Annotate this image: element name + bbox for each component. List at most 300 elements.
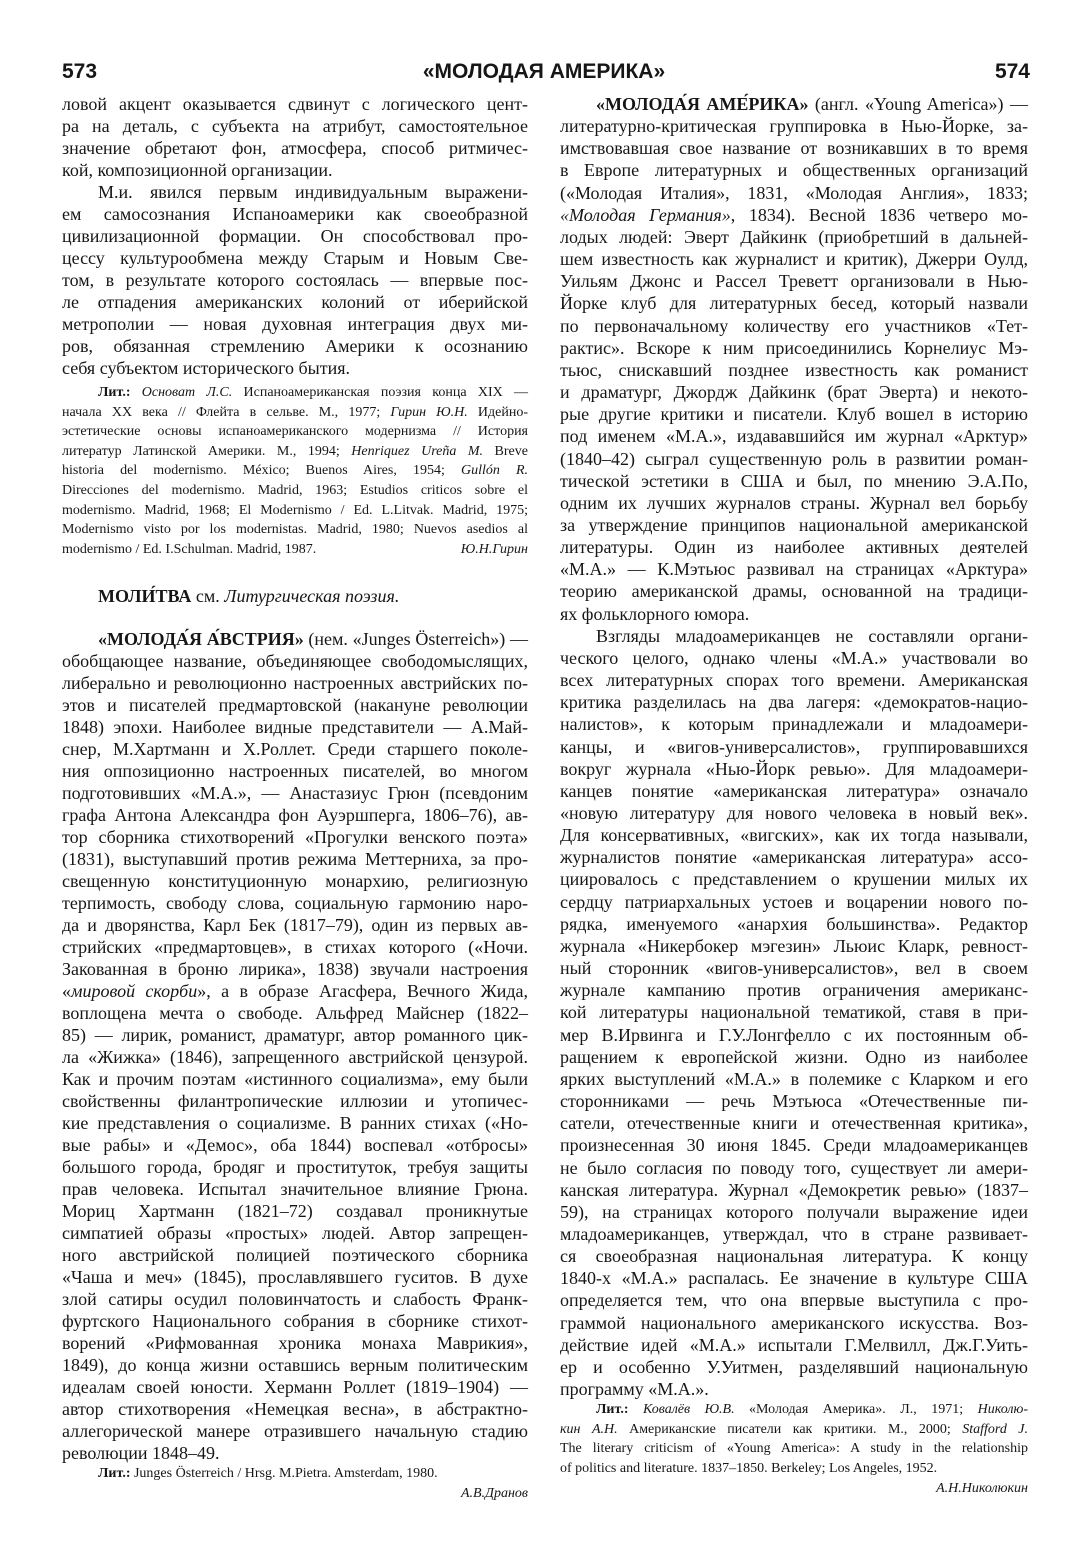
text-run: ращением к европейской жизни. Одно из наиболее: [560, 1046, 1028, 1067]
text-run: Breve: [483, 443, 528, 459]
text-run: Мориц Хартманн (1821–72) создавал проникнутые: [62, 1201, 528, 1222]
text-line: [62, 520, 528, 540]
text-line: [62, 442, 528, 462]
line-text: [560, 869, 1028, 889]
line-text: [560, 1422, 1028, 1437]
text-line: [560, 536, 1028, 558]
text-run: свещенную конституционную монархию, религиозную: [62, 871, 528, 892]
text-line: [62, 804, 528, 826]
text-run: свойственны филантропические иллюзии и утопичес-: [62, 1091, 528, 1112]
text-line: [560, 1157, 1028, 1179]
line-text: [560, 737, 1028, 757]
line-text: [560, 1202, 1028, 1222]
text-run: снер, М.Хартманн и Х.Роллет. Среди старшего поколе-: [62, 739, 528, 760]
text-run: (нем. «Junges Österreich») —: [303, 629, 529, 650]
bold-headword: Лит.:: [98, 1466, 131, 1482]
text-run: рые другие критики и писатели. Клуб вошел в историю: [560, 404, 1028, 425]
text-run: кой, композиционной организации.: [62, 160, 333, 180]
line-text: [62, 138, 528, 158]
line-text: [62, 248, 528, 268]
text-line: [560, 292, 1028, 314]
text-line: [62, 203, 528, 225]
line-text: [62, 1091, 528, 1111]
text-line: [560, 226, 1028, 248]
text-line: [62, 980, 528, 1002]
line-text: [560, 1224, 1028, 1244]
text-line: [62, 826, 528, 848]
text-line: [560, 1378, 1028, 1400]
line-text: [560, 1180, 1028, 1200]
line-text: [62, 1355, 528, 1375]
text-line: [62, 914, 528, 936]
text-run: аллегорической манере отразившего начальную стадию: [62, 1421, 528, 1442]
text-run: 1840-х «М.А.» распалась. Ее значение в культуре США: [560, 1268, 1028, 1289]
text-run: ер и особенно У.Уитмен, разделявший национальную: [560, 1356, 1028, 1377]
text-paragraph: [560, 93, 1028, 625]
text-paragraph: [62, 93, 528, 181]
text-run: по первоначальному количеству его участников «Тет-: [560, 315, 1028, 336]
text-line: [560, 315, 1028, 337]
text-run: (англ. «Young America») —: [808, 94, 1028, 114]
line-text: [560, 958, 1028, 978]
text-run: ся своеобразная национальная литература. К концу: [560, 1246, 1028, 1267]
text-run: », а в образе Агасфера, Вечного Жида,: [197, 981, 528, 1002]
text-line: [62, 1134, 528, 1156]
italic-text: Ковалёв Ю.В.: [628, 1402, 735, 1418]
text-run: Американские писатели как критики. М., 2000;: [617, 1421, 963, 1437]
text-run: ем самосознания Испаноамерики как своеобразной: [62, 204, 528, 224]
text-line: [62, 1420, 528, 1442]
text-run: тической эстетики в США и был, по мнению Э.А.По,: [560, 470, 1028, 491]
line-text: [560, 515, 1028, 535]
text-line: [560, 1201, 1028, 1223]
line-text: [62, 1311, 528, 1331]
text-line: [560, 713, 1028, 735]
text-line: [560, 1334, 1028, 1356]
text-line: [560, 669, 1028, 691]
text-run: под именем «М.А.», издававшийся им журнал «Арктур»: [560, 426, 1028, 447]
text-line: [560, 403, 1028, 425]
text-line: [560, 780, 1028, 802]
text-line: [560, 913, 1028, 935]
text-line: [560, 448, 1028, 470]
line-text: [62, 1201, 528, 1221]
text-line: [560, 1400, 1028, 1420]
text-run: Как и прочим поэтам «истинного социализма», ему были: [62, 1069, 528, 1090]
line-text: [560, 404, 1028, 424]
text-run: historia del modernismo. México; Buenos Aires, 1954;: [62, 463, 461, 479]
text-run: «Молодая Америка». Л., 1971;: [734, 1402, 978, 1418]
text-line: [62, 1376, 528, 1398]
line-text: [560, 227, 1028, 247]
text-line: [62, 870, 528, 892]
line-text: [560, 936, 1028, 956]
text-run: (1831), выступавший против режима Меттерниха, за про-: [62, 849, 528, 870]
text-line: [560, 603, 1028, 625]
line-text: [62, 1025, 528, 1045]
line-text: [62, 915, 528, 935]
text-run: младоамериканцев, утверждал, что в стране развивает-: [560, 1223, 1028, 1244]
text-run: злой сатиры осудил половинчатость и слабость Франк-: [62, 1289, 528, 1310]
bold-headword: Лит.:: [98, 385, 131, 400]
text-run: начала XX века // Флейта в сельве. М., 1977;: [62, 404, 391, 420]
text-line: [560, 248, 1028, 270]
line-text: [62, 204, 528, 224]
bold-headword: МОЛИ́ТВА: [98, 586, 192, 607]
line-text: [62, 1377, 528, 1397]
text-run: эстетические основы испаноамериканского модернизма // История: [62, 424, 528, 440]
line-text: [560, 1461, 937, 1476]
text-line: [62, 1178, 528, 1200]
line-text: [560, 160, 1028, 180]
text-run: ния оппозиционно настроенных писателей, во многом: [62, 761, 528, 782]
text-run: имствовавшая свое название от возникавших в то время: [560, 138, 1028, 159]
text-line: [62, 159, 528, 181]
text-line: [560, 935, 1028, 957]
line-text: [98, 385, 528, 400]
text-line: [560, 891, 1028, 913]
line-text: [62, 805, 528, 825]
line-text: [62, 314, 528, 334]
line-text: [560, 670, 1028, 690]
line-text: [560, 249, 1028, 269]
text-line: [62, 313, 528, 335]
text-line: [62, 501, 528, 521]
line-text: [62, 893, 528, 913]
text-run: сердцу патриархальных устоев и воцарении нового по-: [560, 891, 1028, 912]
text-run: действие идей «М.А.» испытали Г.Мелвилл, Дж.Г.Уить-: [560, 1334, 1028, 1355]
line-text: [560, 537, 1028, 557]
line-text: [560, 714, 1028, 734]
text-run: графа Антона Александра фон Ауэршперга, 1806–76), ав-: [62, 805, 528, 826]
text-line: [62, 461, 528, 481]
line-text: [62, 673, 528, 693]
line-text: [560, 1357, 1028, 1377]
italic-text: Гирин Ю.Н.: [390, 404, 468, 420]
text-line: [62, 1090, 528, 1112]
text-run: The literary criticism of «Young America»: A study in the relationship: [560, 1441, 1028, 1457]
line-text: [62, 827, 528, 847]
text-run: ла «Жижка» (1846), запрещенного австрийской цензурой.: [62, 1047, 528, 1068]
text-run: стрийских «предмартовцев», в стихах которого («Ночи.: [62, 937, 528, 958]
text-line: [62, 1024, 528, 1046]
line-text: [98, 182, 528, 202]
text-run: ях фольклорного юмора.: [560, 603, 750, 624]
italic-text: Stafford J.: [962, 1421, 1029, 1437]
text-line: [62, 650, 528, 672]
text-line: [62, 383, 528, 403]
text-run: кие представления о социализме. В ранних стихах («Но-: [62, 1113, 528, 1134]
text-run: ный сторонник «вигов-универсалистов», вел в своем: [560, 958, 1028, 979]
italic-text: Henriquez Ureña M.: [351, 443, 484, 459]
line-text: [560, 759, 1028, 779]
text-line: [62, 694, 528, 716]
text-line: [62, 1464, 528, 1484]
text-run: этов и писателей предмартовской (накануне революции: [62, 695, 528, 716]
line-text: [560, 559, 1028, 579]
line-text: [560, 1246, 1028, 1266]
text-line: [560, 868, 1028, 890]
text-line: [560, 1267, 1028, 1289]
line-text: [62, 1289, 528, 1309]
author-signature: Ю.Н.Гирин: [460, 541, 528, 557]
text-run: «М.А.» — К.Мэтьюс развивал на страницах «Арктура»: [560, 559, 1028, 580]
text-run: канская литература. Журнал «Демокретик ревью» (1837–: [560, 1179, 1028, 1200]
text-run: том, в результате которого состоялась — впервые пос-: [62, 270, 528, 290]
text-run: рядка, именуемого «анархия большинства». Редактор: [560, 913, 1028, 934]
text-line: [62, 760, 528, 782]
text-run: журналистов понятие «американская литература» ассо-: [560, 847, 1028, 868]
line-text: [62, 1179, 528, 1199]
text-line: [560, 204, 1028, 226]
line-text: [62, 1047, 528, 1067]
text-run: Уильям Джонс и Рассел Треветт организовали в Нью-: [560, 271, 1028, 292]
text-line: [560, 1112, 1028, 1134]
line-text: [560, 1158, 1028, 1178]
line-text: [560, 1135, 1028, 1155]
line-text: [560, 581, 1028, 601]
text-line: [560, 425, 1028, 447]
text-line: [560, 1245, 1028, 1267]
italic-text: «Молодая Германия»: [560, 204, 731, 225]
text-run: Йорке клуб для литературных бесед, который назвали: [560, 293, 1028, 314]
line-text: [560, 1290, 1028, 1310]
line-text: [560, 1091, 1028, 1111]
text-run: Direcciones del modernismo. Madrid, 1963; Estudios criticos sobre el: [62, 482, 528, 498]
text-line: [62, 115, 528, 137]
line-text: [62, 1399, 528, 1419]
line-text: [560, 1313, 1028, 1333]
text-run: Junges Österreich / Hrsg. M.Pietra. Amsterdam, 1980.: [130, 1466, 438, 1482]
text-line: [62, 357, 528, 379]
text-run: вокруг журнала «Нью-Йорк ревью». Для младоамери-: [560, 758, 1028, 779]
text-line: [560, 824, 1028, 846]
text-line: [560, 846, 1028, 868]
text-line: [560, 1356, 1028, 1378]
text-run: не было согласия по поводу того, существует ли амери-: [560, 1157, 1028, 1178]
line-text: [560, 803, 1028, 823]
line-text: [560, 781, 1028, 801]
text-paragraph: [560, 625, 1028, 1400]
text-run: значение обретают фон, атмосфера, способ ритмичес-: [62, 138, 528, 158]
text-run: всех литературных спорах того времени. Американская: [560, 670, 1028, 691]
line-text: [560, 648, 1028, 668]
line-text: [560, 847, 1028, 867]
line-text: [560, 138, 1028, 158]
line-text: [62, 522, 528, 537]
text-run: Закованная в броню лирика», 1838) звучали настроения: [62, 959, 528, 980]
text-run: прав человека. Испытал значительное влияние Грюна.: [62, 1179, 528, 1200]
text-line: [62, 848, 528, 870]
text-line: [62, 1068, 528, 1090]
line-text: [560, 271, 1028, 291]
text-run: вые рабы» и «Демос», оба 1844) воспевал «отбросы»: [62, 1135, 528, 1156]
line-text: [560, 980, 1028, 1000]
text-line: [560, 337, 1028, 359]
text-line: [560, 625, 1028, 647]
text-run: критика разделилась на два лагеря: «демократов-нацио-: [560, 692, 1028, 713]
text-run: терпимость, свободу слова, социальную гармонию наро-: [62, 893, 528, 914]
text-line: [62, 628, 528, 650]
line-text: [62, 783, 528, 803]
line-text: [62, 1245, 528, 1265]
text-line: [560, 1024, 1028, 1046]
text-run: мер В.Ирвинга и Г.У.Лонгфелло с их постоянным об-: [560, 1024, 1028, 1045]
text-run: ров, обязанная стремлению Америки к осознанию: [62, 336, 528, 356]
bold-headword: «МОЛОДА́Я АМЕ́РИКА»: [596, 94, 809, 114]
text-line: [560, 691, 1028, 713]
line-text: [62, 717, 528, 737]
text-run: 85) — лирик, романист, драматург, автор романного цик-: [62, 1025, 528, 1046]
text-run: лодых людей: Эверт Дайкинк (приобретший в дальней-: [560, 226, 1028, 247]
text-run: налистов», к которым принадлежали и младоамери-: [560, 714, 1028, 735]
text-paragraph: [62, 181, 528, 379]
text-line: [560, 1289, 1028, 1311]
author-signature: А.Н.Николюкин: [936, 1480, 1028, 1496]
text-line: [560, 93, 1028, 115]
text-line: [62, 782, 528, 804]
text-line: [62, 1112, 528, 1134]
text-run: воплощена мечта о свободе. Альфред Майснер (1822–: [62, 1003, 528, 1024]
text-line: [560, 492, 1028, 514]
text-run: одним их лучших журналов страны. Журнал вел борьбу: [560, 492, 1028, 513]
line-text: [560, 1268, 1028, 1288]
line-text: [62, 270, 528, 290]
bibliography-paragraph: [560, 1400, 1028, 1478]
text-run: «Чаша и меч» (1845), прославлявшего гуситов. В духе: [62, 1267, 528, 1288]
line-text: [62, 424, 528, 439]
line-text: [62, 292, 528, 312]
text-line: [560, 802, 1028, 824]
text-line: [560, 1001, 1028, 1023]
text-line: [560, 758, 1028, 780]
text-run: канцев понятие «американская литература» означало: [560, 780, 1028, 801]
text-line: [560, 359, 1028, 381]
italic-text: Gullón R.: [460, 463, 529, 479]
text-run: Для консервативных, «вигских», как их тогда называли,: [560, 825, 1028, 846]
text-line: [560, 1179, 1028, 1201]
text-run: да и дворянства, Карл Бек (1817–79), один из первых ав-: [62, 915, 528, 936]
line-text: [62, 336, 528, 356]
text-run: либерально и революционно настроенных австрийских по-: [62, 673, 528, 694]
line-text: [560, 293, 1028, 313]
line-text: [560, 692, 1028, 712]
text-run: ческого целого, однако члены «М.А.» участвовали во: [560, 647, 1028, 668]
text-line: [560, 736, 1028, 758]
text-run: революции 1848–49.: [62, 1443, 220, 1464]
text-run: modernismo. Madrid, 1968; El Modernismo / Ed. L.Litvak. Madrid, 1975;: [62, 502, 528, 518]
page-number-right: 574: [994, 60, 1030, 83]
text-run: 1849), до конца жизни оставшись верным политическим: [62, 1355, 528, 1376]
page-number-left: 573: [62, 60, 98, 83]
line-text: [560, 116, 1028, 136]
text-line: [62, 481, 528, 501]
text-run: автор стихотворения «Немецкая весна», в абстрактно-: [62, 1399, 528, 1420]
text-paragraph: [62, 628, 528, 1464]
text-run: 59), на страницах которого получали выражение идеи: [560, 1201, 1028, 1222]
text-line: [62, 422, 528, 442]
line-text: [560, 316, 1028, 336]
text-line: [560, 514, 1028, 536]
line-text: [560, 1379, 709, 1399]
text-run: of politics and literature. 1837–1850. Berkeley; Los Angeles, 1952.: [560, 1461, 938, 1476]
text-line: [62, 958, 528, 980]
text-line: [62, 716, 528, 738]
line-text: [62, 1157, 528, 1177]
line-text: [62, 761, 528, 781]
line-text: [98, 629, 528, 649]
line-text: [62, 1069, 528, 1089]
line-text: [560, 1069, 1028, 1089]
text-line: [560, 979, 1028, 1001]
line-text: [62, 116, 528, 136]
text-line: [560, 1090, 1028, 1112]
text-run: («Молодая Италия», 1831, «Молодая Англия», 1833;: [560, 182, 1028, 203]
line-text: [62, 1421, 528, 1441]
text-run: журнала «Никербокер мэгезин» Льюис Кларк, ревност-: [560, 935, 1028, 956]
text-run: цессу культурообмена между Старым и Новым Све-: [62, 248, 528, 268]
text-run: ловой акцент оказывается сдвинут с логического цент-: [62, 94, 528, 114]
line-text: [560, 338, 1028, 358]
text-line: [62, 1200, 528, 1222]
text-run: ного австрийской полицией поэтического сборника: [62, 1245, 528, 1266]
text-line: [62, 585, 528, 607]
line-text: [560, 604, 749, 624]
line-text: [560, 1047, 1028, 1067]
text-line: [560, 1420, 1028, 1440]
text-run: ярких выступлений «М.А.» в полемике с Кларком и его: [560, 1068, 1028, 1089]
line-text: [62, 1113, 528, 1133]
line-text: [62, 1135, 528, 1155]
text-line: [560, 647, 1028, 669]
line-text: [560, 449, 1028, 469]
line-text: [98, 1466, 438, 1481]
text-run: журнале кампанию против ограничения американс-: [560, 980, 1028, 1001]
text-run: Испаноамериканская поэзия конца XIX —: [232, 385, 528, 400]
text-run: произнесенная 30 июня 1845. Среди младоамериканцев: [560, 1135, 1028, 1156]
line-text: [62, 981, 528, 1001]
text-line: [560, 182, 1028, 204]
text-run: ворений «Рифмованная хроника монаха Маврикия»,: [62, 1333, 528, 1354]
text-run: метрополии — новая духовная интеграция двух ми-: [62, 314, 528, 334]
line-text: [560, 493, 1028, 513]
running-head: «МОЛОДАЯ АМЕРИКА»: [422, 60, 666, 83]
line-text: [560, 205, 1028, 225]
text-run: Modernismo visto por los modernistas. Madrid, 1980; Nuevos asedios al: [62, 522, 528, 538]
text-run: modernismo / Ed. I.Schulman. Madrid, 1987.: [62, 541, 317, 557]
text-run: шем известность как журналист и критик), Джерри Оулд,: [560, 249, 1028, 270]
text-line: [62, 672, 528, 694]
text-paragraph: [62, 585, 528, 607]
text-run: ра на деталь, с субъекта на атрибут, самостоятельное: [62, 116, 528, 136]
text-line: [62, 1222, 528, 1244]
line-text: [62, 739, 528, 759]
text-line: [560, 1068, 1028, 1090]
text-line: [62, 269, 528, 291]
text-line: [560, 580, 1028, 602]
text-line: [560, 470, 1028, 492]
line-text: [560, 426, 1028, 446]
text-line: [62, 1442, 528, 1464]
line-text: [560, 183, 1028, 203]
italic-text: Основат Л.С.: [130, 385, 233, 400]
line-text: [62, 1267, 528, 1287]
line-text: [62, 160, 333, 180]
line-text: [62, 503, 528, 518]
text-line: [62, 1332, 528, 1354]
line-text: [62, 1443, 219, 1463]
text-run: кой литературы национальной тематикой, ставя в при-: [560, 1002, 1028, 1023]
